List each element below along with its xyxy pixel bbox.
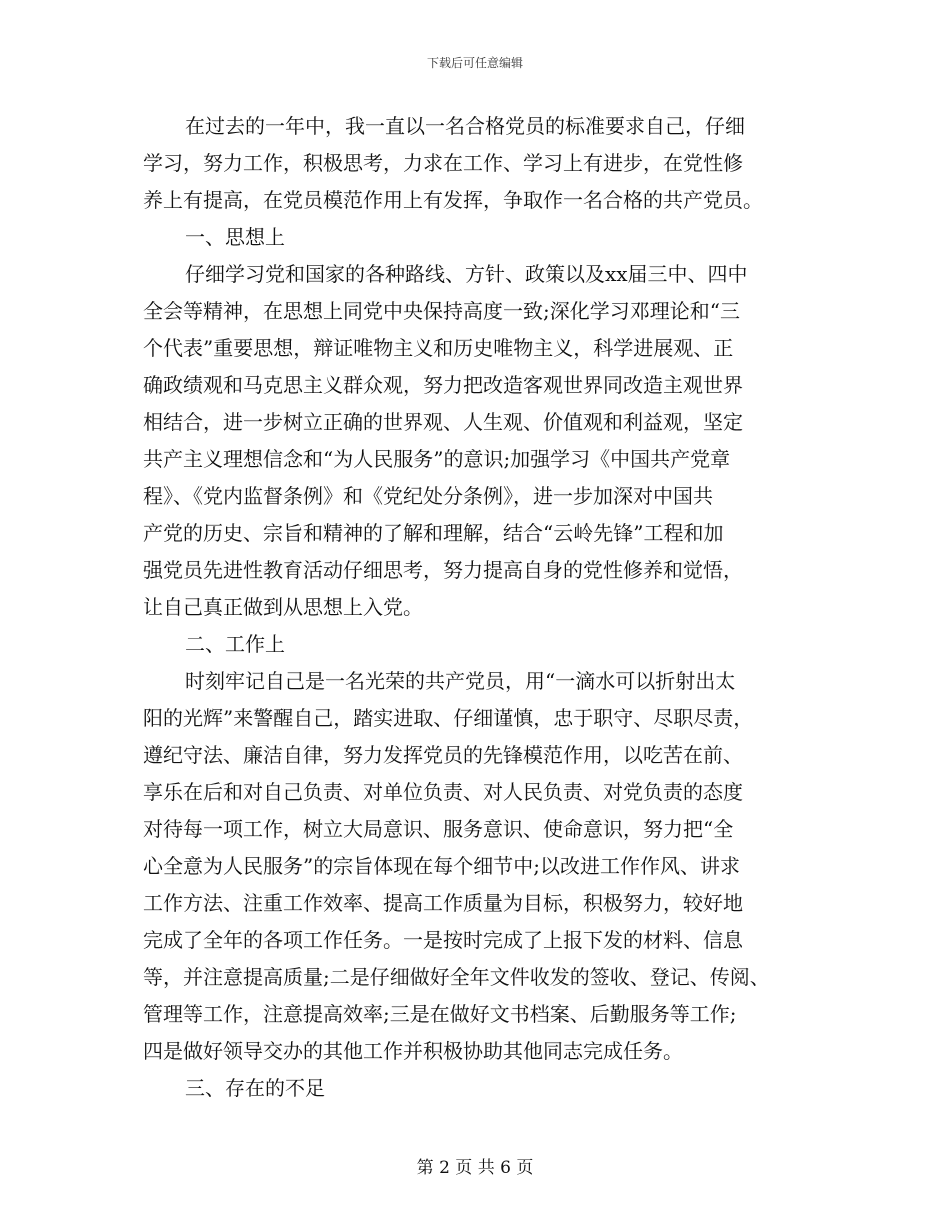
paragraph-line: 相结合，进一步树立正确的世界观、人生观、价值观和利益观，坚定 (143, 410, 743, 434)
paragraph-line: 让自己真正做到从思想上入党。 (143, 595, 423, 619)
paragraph-line: 养上有提高，在党员模范作用上有发挥，争取作一名合格的共产党员。 (143, 188, 763, 212)
paragraph-line: 个代表”重要思想，辩证唯物主义和历史唯物主义，科学进展观、正 (143, 336, 734, 360)
section-heading: 一、思想上 (185, 225, 285, 249)
paragraph-line: 遵纪守法、廉洁自律，努力发挥党员的先锋模范作用，以吃苦在前、 (143, 743, 743, 767)
section-heading: 二、工作上 (185, 632, 285, 656)
paragraph-line: 强党员先进性教育活动仔细思考，努力提高自身的党性修养和觉悟， (143, 558, 743, 582)
paragraph-line: 产党的历史、宗旨和精神的了解和理解，结合“云岭先锋”工程和加 (143, 521, 724, 545)
paragraph-line: 阳的光辉”来警醒自己，踏实进取、仔细谨慎，忠于职守、尽职尽责， (143, 706, 754, 730)
paragraph-line: 四是做好领导交办的其他工作并积极协助其他同志完成任务。 (143, 1039, 683, 1063)
paragraph-line: 在过去的一年中，我一直以一名合格党员的标准要求自己，仔细 (185, 114, 745, 138)
paragraph-line: 共产主义理想信念和“为人民服务”的意识;加强学习《中国共产党章 (143, 447, 731, 471)
document-body (143, 108, 823, 1107)
paragraph-line: 管理等工作，注意提高效率;三是在做好文书档案、后勤服务等工作; (143, 1002, 737, 1026)
section-heading: 三、存在的不足 (185, 1076, 325, 1100)
paragraph-line: 等，并注意提高质量;二是仔细做好全年文件收发的签收、登记、传阅、 (143, 965, 770, 989)
paragraph-line: 全会等精神，在思想上同党中央保持高度一致;深化学习邓理论和“三 (143, 299, 740, 323)
paragraph-line: 对待每一项工作，树立大局意识、服务意识、使命意识，努力把“全 (143, 817, 734, 841)
paragraph-line: 享乐在后和对自己负责、对单位负责、对人民负责、对党负责的态度 (143, 780, 743, 804)
page-number: 第 2 页 共 6 页 (416, 1158, 534, 1178)
paragraph-line: 程》、《党内监督条例》和《党纪处分条例》，进一步加深对中国共 (143, 484, 713, 508)
page-header: 下载后可任意编辑 (426, 56, 523, 70)
paragraph-line: 工作方法、注重工作效率、提高工作质量为目标，积极努力，较好地 (143, 891, 743, 915)
paragraph-line: 仔细学习党和国家的各种路线、方针、政策以及xx届三中、四中 (185, 262, 748, 286)
paragraph-line: 时刻牢记自己是一名光荣的共产党员，用“一滴水可以折射出太 (185, 669, 736, 693)
paragraph-line: 完成了全年的各项工作任务。一是按时完成了上报下发的材料、信息 (143, 928, 743, 952)
paragraph-line: 学习，努力工作，积极思考，力求在工作、学习上有进步，在党性修 (143, 151, 743, 175)
paragraph-line: 心全意为人民服务”的宗旨体现在每个细节中;以改进工作作风、讲求 (143, 854, 740, 878)
paragraph-line: 确政绩观和马克思主义群众观，努力把改造客观世界同改造主观世界 (143, 373, 743, 397)
